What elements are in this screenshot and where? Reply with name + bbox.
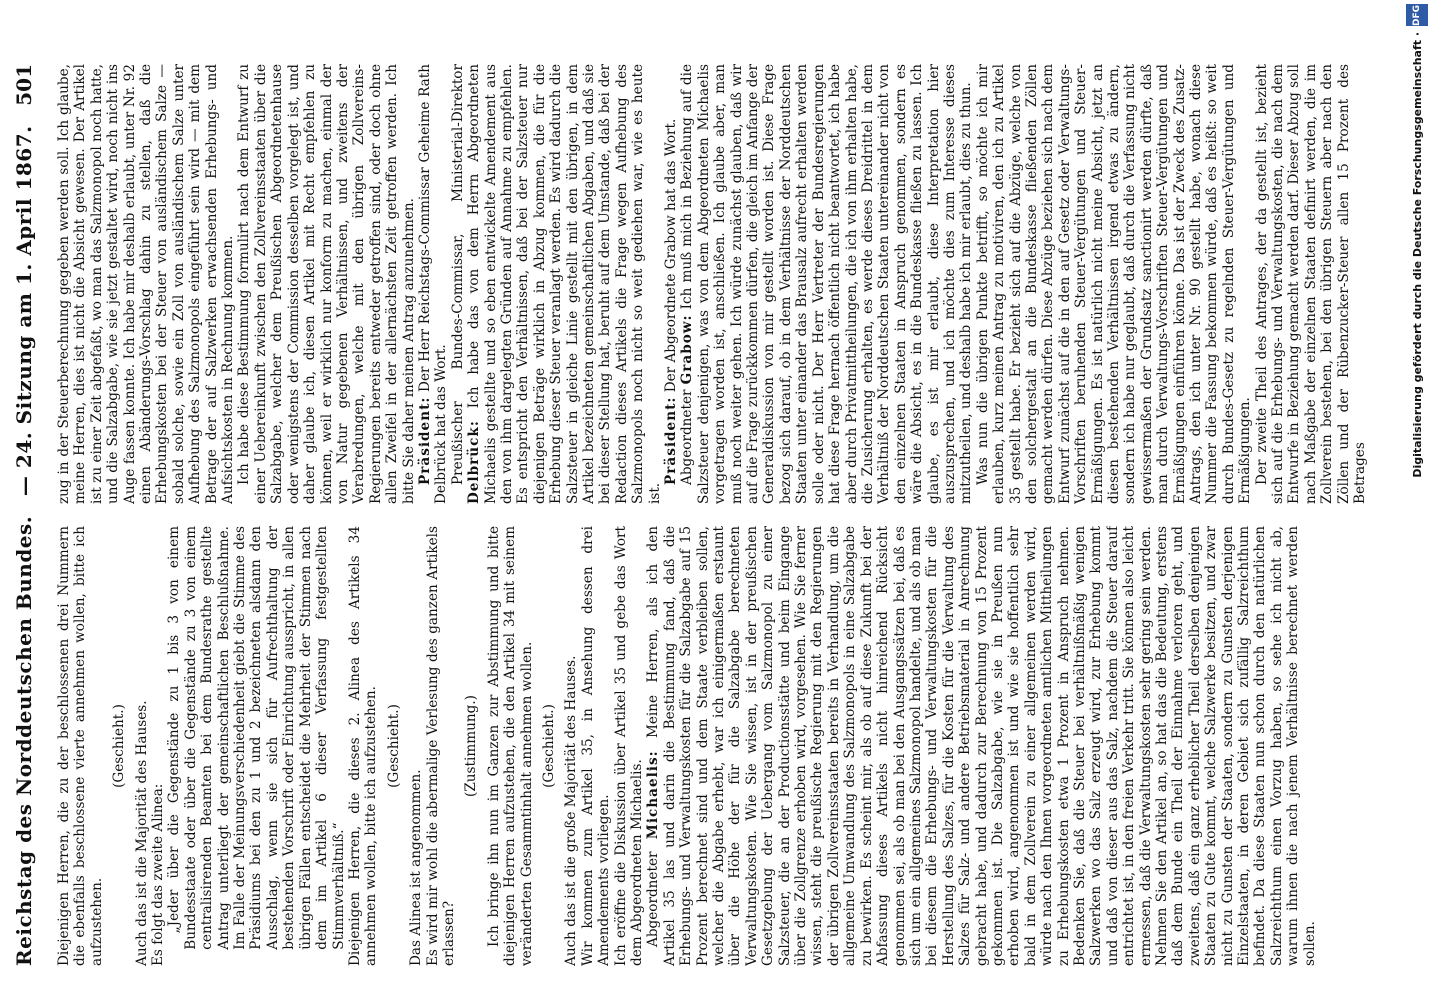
paragraph-text: (Geschieht.) <box>385 704 402 788</box>
paragraph-text: Ich bringe ihn nun im Ganzen zur Abstimmung und bitte diejenigen Herren aufzustehen, die den Artikel 34 mit seinem veränderten Gesammtinhalt annehmen wollen. <box>485 526 535 966</box>
paragraph-text: Der Herr Reichstags-Commissar Geheime Rath Delbrück hat das Wort. <box>416 64 450 504</box>
paragraph-text: Ich muß mich in Beziehung auf die Salzsteuer denjenigen, was von dem Abgeordneten Michaelis vorgetragen worden ist, anschließen. Ich glaube aber, man muß noch weiter gehen. Ich würde zunächst glauben, daß wir auf die Frage zurückkommen dürfen, die gleich im Anfange der Generaldiskussion von mir gestellt worden ist. Diese Frage bezog sich darauf, ob in dem Verhältnisse der Norddeutschen Staaten unter einander das Brausalz aufrecht erhalten werden solle oder nicht. Der Herr Vertreter der Bundesregierungen hat diese Frage hernach öffentlich nicht beantwortet, ich habe aber durch Privatmittheilungen, die ich von ihm erhalten habe, die Zusicherung erhalten, es werde dieses Dreidrittel in dem Verhältniß der Norddeutschen Staaten untereinander nicht von den einzelnen Staaten in Anspruch genommen, sondern es wäre die Absicht, es in die Bundeskasse fließen zu lassen. Ich glaube, es ist mir erlaubt, diese Interpretation hier auszusprechen, und ich möchte dies zum Interesse dieses mitzutheilen, und deshalb habe ich mir erlaubt, dies zu thun. <box>679 64 975 504</box>
speaker-name: Präsident: <box>416 396 433 485</box>
running-head <box>12 64 56 966</box>
paragraph <box>425 526 458 966</box>
paragraph <box>450 64 663 504</box>
paragraph <box>1254 64 1369 504</box>
paragraph <box>679 64 974 504</box>
paragraph <box>613 526 646 966</box>
paragraph-text: Auch das ist die Majorität des Hauses. <box>133 700 150 966</box>
speaker-title: Abgeordneter <box>645 839 662 947</box>
paragraph-text: „Jeder über die Gegenstände zu 1 bis 3 von einem Bundesstaate oder über die Gegenstände zu 3 von einem centralisirenden Beamten bei dem Bundesrathe gestellte Antrag unterliegt der gemeinschaftlichen Beschlußnahme. Im Falle der Meinungsverschiedenheit giebt die Stimme des Präsidiums bei den zu 1 und 2 bezeichneten alsdann den Ausschlag, wenn sie sich für Aufrechthaltung der bestehenden Vorschrift oder Einrichtung ausspricht, in allen übrigen Fällen entscheidet die Mehrheit der Stimmen nach dem im Artikel 6 dieser Verfassung festgestellten Stimmverhältniß.“ <box>166 526 347 950</box>
paragraph-text: (Geschieht.) <box>111 704 128 788</box>
paragraph-text: Diejenigen Herren, die dieses 2. Alinea des Artikels 34 annehmen wollen, bitte ich aufzustehen. <box>346 526 380 966</box>
paragraph <box>645 526 1318 966</box>
paragraph <box>166 526 346 966</box>
paragraph-text: Ich habe das von dem Herrn Abgeordneten Michaelis gestellte und so eben entwickelte Amendement aus den von ihm dargelegten Gründen auf Annahme zu empfehlen. Es entspricht den Verhältnissen, daß bei der Salzsteuer nur diejenigen Beträge wirklich in Abzug kommen, die für die Erhebung dieser Steuer veranlagt werden. Es wird dadurch die Salzsteuer in gleiche Linie gestellt mit den übrigen, in dem Artikel bezeichneten gemeinschaftlichen Abgaben, und daß sie bei dieser Stellung hat, beruht auf dem Umstande, daß bei der Redaction dieses Artikels die Frage wegen Aufhebung des Salzmonopols noch nicht so weit gediehen war, wie es heute ist. <box>466 64 663 504</box>
paragraph <box>563 526 579 966</box>
speaker-name: Präsident: <box>663 396 680 485</box>
running-head-right-title: — 24. Sitzung am 1. April 1867. <box>12 125 36 497</box>
paragraph <box>56 526 105 966</box>
paragraph-text: zug in der Steuerberechnung gegeben werden soll. Ich glaube, meine Herren, dies ist nicht die Absicht gewesen. Der Artikel ist zu einer Zeit abgefaßt, wo man das Salzmonopol noch hatte, und die Salzabgabe, wie sie jetzt gestaltet wird, noch nicht ins Auge fassen konnte. Ich habe mir deshalb erlaubt, unter Nr. 92 einen Abänderungs-Vorschlag dahin zu stellen, daß die Erhebungskosten bei der Steuer von ausländischem Salze — sobald solche, sowie ein Zoll von ausländischem Salze unter Aufhebung des Salzmonopols eingeführt sein wird — mit dem Betrage der auf Salzwerken erwachsenden Erhebungs- und Aufsichtskosten in Rechnung kommen. <box>56 64 237 504</box>
paragraph-text: Diejenigen Herren, die zu der beschlossenen drei Nummern die ebenfalls beschlossene vierte annehmen wollen, bitte ich aufzustehen. <box>56 526 105 966</box>
left-column <box>56 526 1396 966</box>
paragraph <box>56 64 236 504</box>
paragraph <box>111 526 127 966</box>
paragraph-text: Ich eröffne die Diskussion über Artikel 35 und gebe das Wort dem Abgeordneten Michaelis. <box>612 526 645 966</box>
paragraph <box>580 526 613 966</box>
paragraph-text: Das Alinea ist angenommen. <box>408 769 425 966</box>
paragraph-text: Meine Herren, als ich den Artikel 35 las und darin die Bestimmung fand, daß die Erhebungs- und Verwaltungskosten für die Salzabgabe auf 15 Prozent berechnet sind und dem Staate verbleiben sollen, welcher die Abgabe erhebt, war ich einigermaßen erstaunt über die Höhe der für die Salzabgabe berechneten Verwaltungskosten. Wie Sie wissen, ist in der preußischen Gesetzgebung der Uebergang vom Salzmonopol zu einer Salzsteuer, die an der Productionsstätte und beim Eingange über die Zollgrenze erhoben wird, vorgesehen. Wie Sie ferner wissen, steht die preußische Regierung mit den Regierungen der übrigen Zollvereinsstaaten bereits in Verhandlung, um die allgemeine Umwandlung des Salzmonopols in eine Salzabgabe zu bewirken. Es scheint mir, als ob auf diese Zukunft bei der Abfassung dieses Artikels nicht hinreichend Rücksicht genommen sei, als ob man bei den Ausgangssätzen bei, daß es sich um ein allgemeines Salzmonopol handelte, und als ob man bei diesem die Erhebungs- und Verwaltungskosten für die Herstellung des Salzes, für die Kosten für die Verwaltung des Salzes für Salz- und andere Betriebsmaterial in Anrechnung gebracht habe, und dadurch zur Berechnung von 15 Prozent gekommen ist. Die Salzabgabe, wie sie in Preußen nun erhoben wird, angenommen ist und wie sie hoffentlich sehr bald in dem Zollverein zu einer allgemeinen werden wird, würde nach den Ihnen vorgeordneten amtlichen Mittheilungen zu Erhebungskosten etwa 1 Prozent in Anspruch nehmen. Bedenken Sie, daß die Steuer bei verhältnißmäßig wenigen Salzwerken wo das Salz erzeugt wird, zur Erhebung kommt und daß von dieser aus das Salz, nachdem die Steuer darauf entrichtet ist, in den freien Verkehr tritt. Sie können also leicht ermessen, daß die Verwaltungskosten sehr gering sein werden. Nehmen Sie den Artikel an, so hat das die Bedeutung, erstens daß dem Bunde ein Theil der Einnahme verloren geht, und zweitens, daß ein ganz erheblicher Theil derselben denjenigen Staaten zu Gute kommt, welche Salzwerke besitzen, und zwar nicht zu Gunsten der Staaten, sondern zu Gunsten derjenigen Einzelstaaten, in deren Gebiet sich zufällig Salzreichthum befindet. Da diese Staaten nun schon durch den natürlichen Salzreichthum einen Vorzug haben, so sehe ich nicht ab, warum ihnen die nach jenem Verhältnisse berechnet werden sollen. <box>645 526 1318 966</box>
paragraph <box>975 64 1254 504</box>
paragraph <box>236 64 416 504</box>
rotated-page <box>10 50 1410 980</box>
paragraph-text: Es wird mir wohl die abermalige Verlesung des ganzen Artikels erlassen? <box>424 526 457 966</box>
paragraph <box>134 526 150 966</box>
speaker-title: Preußischer Bundes-Commissar, Ministerial-Direktor <box>449 64 466 485</box>
paragraph-text: (Geschieht.) <box>540 704 557 788</box>
paragraph-text: Was nun die übrigen Punkte betrifft, so möchte ich mir erlauben, kurz meinen Antrag zu motiviren, den ich zu Artikel 35 gestellt habe. Er bezieht sich auf die Abzüge, welche von den solchergestalt an die Bundeskasse fließenden Zöllen gemacht werden dürfen. Diese Abzüge beziehen sich nach dem Entwurf zunächst auf die in den auf Gesetz oder Verwaltungs-Vorschriften beruhenden Steuer-Vergütungen und Steuer-Ermäßigungen. Es ist natürlich nicht meine Absicht, jetzt an diesen bestehenden Verhältnissen irgend etwas zu ändern, sondern ich habe nur geglaubt, daß durch die Verfassung nicht gewissermaßen der Grundsatz sanctionirt werden dürfte, daß man durch Verwaltungs-Vorschriften Steuer-Vergütungen und Ermäßigungen einführen könne. Das ist der Zweck des Zusatz-Antrags, den ich unter Nr. 90 gestellt habe, wonach diese Nummer die Fassung bekommen würde, daß es heißt: so weit durch Bundes-Gesetz zu regelnden Steuer-Vergütungen und Ermäßigungen. <box>974 64 1254 504</box>
paragraph-text: Es folgt das zweite Alinea: <box>150 783 167 966</box>
speaker-title: Abgeordneter <box>679 384 696 485</box>
running-head-left-title: Reichstag des Norddeutschen Bundes. <box>12 515 36 966</box>
digitization-credit: Digitalisierung gefördert durch die Deutsche Forschungsgemeinschaft · <box>1410 32 1424 478</box>
paragraph <box>386 526 402 966</box>
digitization-stamp <box>1404 4 1430 784</box>
paragraph <box>486 526 535 966</box>
speaker-name: Grabow: <box>679 314 696 385</box>
paragraph-text: Auch das ist die große Majorität des Hauses. <box>563 655 580 966</box>
paragraph <box>463 526 479 966</box>
paragraph-text: (Zustimmung.) <box>463 695 480 797</box>
paragraph <box>663 64 679 504</box>
paragraph-text: Der Abgeordnete Grabow hat das Wort. <box>663 118 680 397</box>
paragraph <box>408 526 424 966</box>
page-number: 501 <box>12 64 36 106</box>
paragraph-text: Der zweite Theil des Antrages, der da gestellt ist, bezieht sich auf die Erhebungs- und Verwaltungskosten, die nach dem Entwurfe in Beziehung gemacht werden darf. Dieser Abzug soll nach Maßgabe der einzelnen Staaten definirt werden, die im Zollverein bestehen, bei den übrigen Steuern aber nach den Zöllen und der Rübenzucker-Steuer allen 15 Prozent des Betrages <box>1253 64 1369 504</box>
text-columns <box>56 64 1396 966</box>
speaker-name: Delbrück: <box>466 420 483 504</box>
paragraph <box>417 64 450 504</box>
paragraph <box>541 526 557 966</box>
paragraph-text: Ich habe diese Bestimmung formulirt nach dem Entwurf zu einer Uebereinkunft zwischen den Zollvereinsstaaten über die Salzabgabe, welcher dem Preußischen Abgeordnetenhause oder wenigstens der Commission desselben vorgelegt ist, und daher glaube ich, diesen Artikel mit Recht empfehlen zu können, weil er wirklich nur konform zu machen, einmal der von Natur gegebenen Verhältnissen, und zweitens der Verabredungen, welche mit den übrigen Zollvereins-Regierungen bereits entweder getroffen sind, oder doch ohne allen Zweifel in der allernächsten Zeit getroffen werden. Ich bitte Sie daher meinen Antrag anzunehmen. <box>236 64 417 504</box>
right-column <box>56 64 1396 504</box>
paragraph <box>150 526 166 966</box>
speaker-name: Michaelis: <box>645 750 662 840</box>
paragraph <box>347 526 380 966</box>
paragraph-text: Wir kommen zum Artikel 35, in Ansehung dessen drei Amendements vorliegen. <box>579 526 613 966</box>
dfg-logo-icon: DFG <box>1406 4 1428 26</box>
